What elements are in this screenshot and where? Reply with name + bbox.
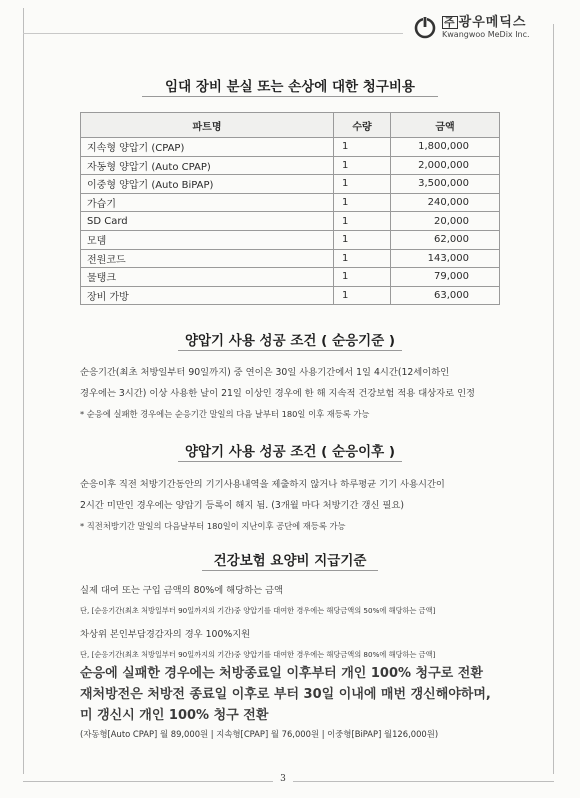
table-row [81, 212, 500, 231]
cell-quantity: 1 [334, 249, 391, 268]
text-line: * 직전처방기간 말일의 다음날부터 180일이 지난이후 공단에 재등록 가능 [80, 521, 346, 531]
logo-company-type: 주 [444, 15, 456, 29]
cell-amount: 1,800,000 [391, 138, 500, 157]
cell-part-name: SD Card [81, 212, 334, 231]
cell-quantity: 1 [334, 138, 391, 157]
text-line: 순응기간(최초 처방일부터 90일까지) 중 연이은 30일 사용기간에서 1일 4시간(12세이하인 [80, 367, 450, 378]
section-title-post-compliance: 양압기 사용 성공 조건 ( 순응이후 ) [184, 444, 396, 460]
section-title-insurance-payment: 건강보험 요양비 지급기준 [213, 553, 367, 569]
section-title-underline [178, 461, 402, 462]
cell-amount: 62,000 [391, 230, 500, 249]
section-title-underline [178, 350, 402, 351]
section-title-underline [202, 570, 378, 571]
table-row [81, 156, 500, 175]
cell-amount: 79,000 [391, 268, 500, 287]
bold-notice-line: 미 갱신시 개인 100% 청구 전환 [80, 708, 269, 723]
text-line: 경우에는 3시간) 이상 사용한 날이 21일 이상인 경우에 한 해 지속적 건강보험 적용 대상자로 인정 [80, 388, 476, 399]
logo-company-name-en: Kwangwoo MeDix Inc. [442, 29, 530, 39]
page-frame-left [23, 8, 24, 774]
cell-part-name: 이중형 양압기 (Auto BiPAP) [81, 175, 334, 194]
table-header-row [81, 113, 500, 138]
bold-notice-line: 순응에 실패한 경우에는 처방종료일 이후부터 개인 100% 청구로 전환 [80, 666, 483, 681]
page-number: 3 [280, 774, 286, 784]
monthly-rental-prices: (자동형[Auto CPAP] 월 89,000원 | 지속형[CPAP] 월 76,000원 | 이중형[BiPAP] 월126,000원) [80, 729, 439, 739]
power-logo-icon [412, 14, 438, 40]
cell-quantity: 1 [334, 175, 391, 194]
cell-part-name: 가습기 [81, 193, 334, 212]
bold-notice-line: 재처방전은 처방전 종료일 이후로 부터 30일 이내에 매번 갱신해야하며, [80, 687, 491, 702]
logo-company-name-ko: 광우메딕스 [458, 14, 527, 30]
table-row [81, 249, 500, 268]
post-compliance-text [80, 474, 540, 537]
footer-rule-left [23, 781, 273, 782]
column-header-qty: 수량 [334, 113, 391, 138]
compliance-criteria-text [80, 362, 540, 425]
text-line: 순응이후 직전 처방기간동안의 기기사용내역을 제출하지 않거나 하루평균 기기 사용시간이 [80, 479, 445, 490]
table-row [81, 268, 500, 287]
table-row [81, 230, 500, 249]
cell-amount: 2,000,000 [391, 156, 500, 175]
footer-rule-right [293, 781, 554, 782]
header-rule [23, 33, 403, 34]
table-row [81, 175, 500, 194]
cell-amount: 63,000 [391, 286, 500, 305]
insurance-line-2: 차상위 본인부담경감자의 경우 100%지원 [80, 629, 251, 640]
table-row [81, 286, 500, 305]
cell-part-name: 모뎀 [81, 230, 334, 249]
section-title-compliance-criteria: 양압기 사용 성공 조건 ( 순응기준 ) [184, 333, 396, 349]
cell-quantity: 1 [334, 286, 391, 305]
page-frame-right [553, 24, 554, 774]
cell-part-name: 물탱크 [81, 268, 334, 287]
cell-amount: 20,000 [391, 212, 500, 231]
cell-quantity: 1 [334, 230, 391, 249]
column-header-part: 파트명 [81, 113, 334, 138]
insurance-note-1: 단, [순응기간(최초 처방일부터 90일까지의 기간)중 양압기를 대여한 경우에는 해당금액의 50%에 해당하는 금액] [80, 606, 436, 615]
table-row [81, 138, 500, 157]
cell-part-name: 지속형 양압기 (CPAP) [81, 138, 334, 157]
cell-part-name: 자동형 양압기 (Auto CPAP) [81, 156, 334, 175]
cell-quantity: 1 [334, 212, 391, 231]
column-header-amount: 금액 [391, 113, 500, 138]
company-logo [412, 10, 552, 44]
cell-quantity: 1 [334, 156, 391, 175]
section-title-underline [142, 96, 438, 97]
cell-quantity: 1 [334, 193, 391, 212]
cell-amount: 3,500,000 [391, 175, 500, 194]
cell-amount: 240,000 [391, 193, 500, 212]
cell-amount: 143,000 [391, 249, 500, 268]
cell-part-name: 전원코드 [81, 249, 334, 268]
table-row [81, 193, 500, 212]
text-line: * 순응에 실패한 경우에는 순응기간 말일의 다음 날부터 180일 이후 재등록 가능 [80, 409, 370, 419]
charge-table [80, 112, 500, 305]
text-line: 2시간 미만인 경우에는 양압기 등록이 해지 됨. (3개월 마다 처방기간 갱신 필요) [80, 500, 404, 511]
cell-part-name: 장비 가방 [81, 286, 334, 305]
cell-quantity: 1 [334, 268, 391, 287]
insurance-note-2: 단, [순응기간(최초 처방일부터 90일까지의 기간)중 양압기를 대여한 경우에는 해당금액의 80%에 해당하는 금액] [80, 650, 436, 659]
insurance-line-1: 실제 대여 또는 구입 금액의 80%에 해당하는 금액 [80, 585, 284, 596]
bold-notice [80, 663, 491, 726]
section-title-loss-charges: 임대 장비 분실 또는 손상에 대한 청구비용 [165, 79, 415, 95]
